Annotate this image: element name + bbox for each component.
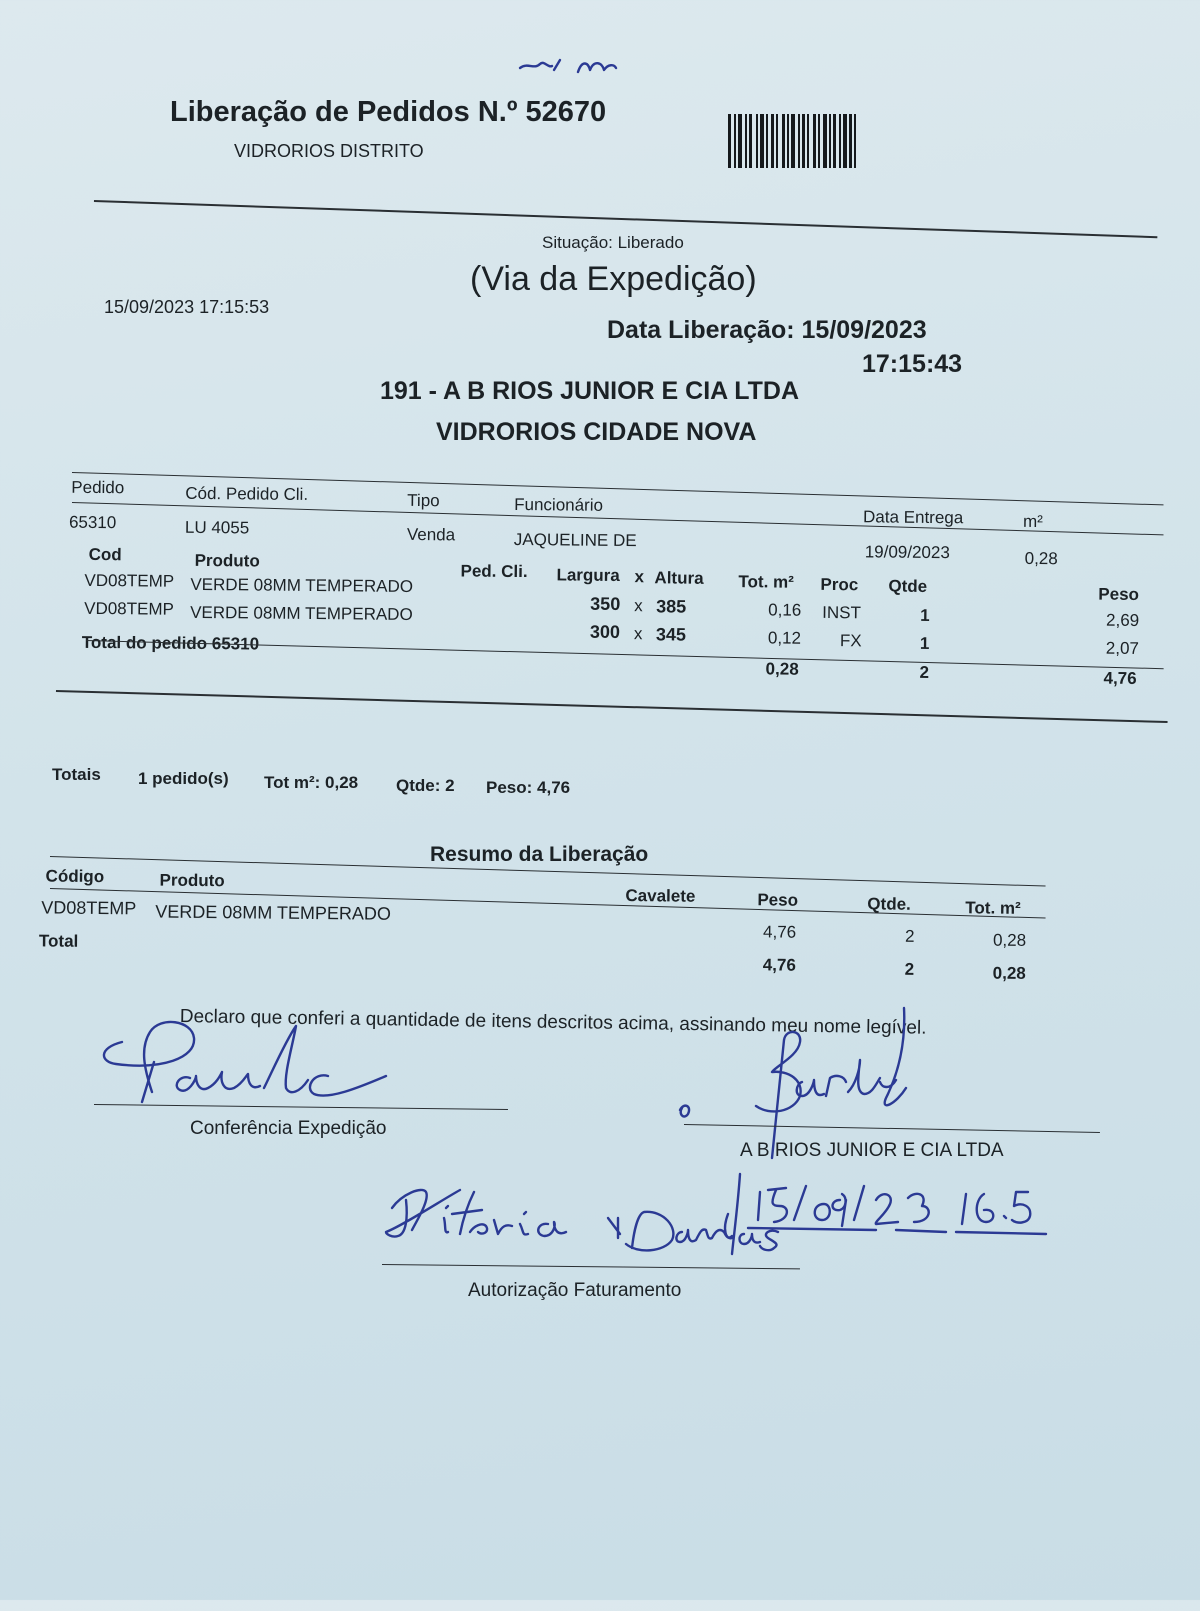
resumo-col-qtde: Qtde.: [867, 894, 911, 914]
totais-pedidos: 1 pedido(s): [138, 769, 229, 788]
conferencia-label: Conferência Expedição: [190, 1118, 387, 1139]
item-largura: 350: [590, 593, 621, 614]
totais-peso: Peso: 4,76: [486, 778, 571, 797]
col-funcionario: Funcionário: [514, 494, 604, 515]
resumo-total-qtde: 2: [904, 959, 915, 979]
resumo-total-peso: 4,76: [762, 955, 796, 975]
client-order-code: LU 4055: [184, 517, 250, 538]
resumo-col-produto: Produto: [159, 870, 225, 891]
col-data-entrega: Data Entrega: [862, 507, 964, 528]
col-m2: m²: [1022, 511, 1043, 532]
item-produto: VERDE 08MM TEMPERADO: [190, 574, 414, 596]
item-tot-m2: 0,12: [767, 628, 802, 648]
item-cod: VD08TEMP: [84, 570, 175, 591]
item-col-x: x: [634, 567, 645, 587]
item-altura: 385: [656, 596, 687, 617]
item-col-cod: Cod: [88, 544, 122, 565]
resumo-col-cavalete: Cavalete: [625, 886, 696, 906]
delivery-date: 19/09/2023: [864, 542, 950, 563]
item-col-ped-cli: Ped. Cli.: [460, 561, 528, 582]
order-m2: 0,28: [1024, 548, 1058, 569]
signature-conferencia: [96, 1018, 406, 1118]
item-x: x: [633, 624, 643, 644]
resumo-total-label: Total: [38, 931, 79, 951]
status-text: Situação: Liberado: [542, 233, 684, 252]
col-tipo: Tipo: [407, 490, 440, 511]
release-date: Data Liberação: 15/09/2023: [607, 316, 927, 344]
resumo-total-m2: 0,28: [992, 963, 1026, 983]
item-col-produto: Produto: [194, 550, 260, 571]
resumo-row-produto: VERDE 08MM TEMPERADO: [155, 901, 392, 924]
client-name: 191 - A B RIOS JUNIOR E CIA LTDA: [380, 377, 800, 405]
order-total-peso: 4,76: [1103, 668, 1137, 688]
order-total-label: Total do pedido 65310: [81, 632, 260, 654]
order-total-m2: 0,28: [765, 659, 799, 679]
item-peso: 2,07: [1105, 638, 1140, 658]
item-x: x: [634, 596, 643, 616]
item-col-largura: Largura: [556, 565, 620, 585]
autorizacao-label: Autorização Faturamento: [468, 1280, 682, 1301]
totais-qtde: Qtde: 2: [396, 776, 455, 795]
order-type: Venda: [406, 524, 456, 545]
company-label: A B RIOS JUNIOR E CIA LTDA: [740, 1140, 1004, 1161]
employee-name: JAQUELINE DE: [513, 529, 637, 551]
item-col-peso: Peso: [1098, 584, 1140, 604]
signature-company: [676, 1008, 936, 1158]
item-col-altura: Altura: [654, 568, 704, 588]
order-total-qtde: 2: [919, 662, 930, 682]
item-qtde: 1: [920, 605, 930, 625]
copy-type: (Via da Expedição): [470, 260, 757, 298]
resumo-col-tot-m2: Tot. m²: [965, 898, 1021, 918]
order-number: 65310: [68, 512, 117, 533]
item-col-qtde: Qtde: [888, 576, 928, 596]
item-proc: FX: [839, 631, 862, 651]
item-altura: 345: [655, 624, 687, 645]
resumo-title: Resumo da Liberação: [430, 843, 649, 866]
item-qtde: 1: [919, 633, 930, 653]
branch-name: VIDRORIOS DISTRITO: [234, 141, 424, 161]
col-pedido: Pedido: [71, 477, 125, 498]
client-store: VIDRORIOS CIDADE NOVA: [436, 418, 757, 446]
resumo-col-peso: Peso: [757, 890, 799, 910]
resumo-col-codigo: Código: [45, 866, 105, 887]
item-col-tot-m2: Tot. m²: [738, 572, 794, 592]
declaration-text: Declaro que conferi a quantidade de itens descritos acima, assinando meu nome legível.: [179, 1006, 927, 1039]
resumo-row-qtde: 2: [904, 926, 915, 946]
totais-label: Totais: [52, 765, 101, 784]
item-cod: VD08TEMP: [84, 598, 175, 619]
totais-m2: Tot m²: 0,28: [264, 773, 359, 792]
item-peso: 2,69: [1106, 610, 1140, 630]
resumo-row-codigo: VD08TEMP: [41, 897, 137, 919]
col-cod-pedido-cli: Cód. Pedido Cli.: [185, 483, 309, 504]
resumo-row-peso: 4,76: [762, 922, 797, 942]
print-datetime: 15/09/2023 17:15:53: [104, 297, 270, 317]
item-produto: VERDE 08MM TEMPERADO: [190, 602, 413, 624]
document-title: Liberação de Pedidos N.º 52670: [170, 96, 607, 128]
item-largura: 300: [589, 621, 621, 642]
release-time: 17:15:43: [862, 350, 963, 378]
resumo-row-tot-m2: 0,28: [992, 930, 1027, 950]
item-col-proc: Proc: [820, 574, 859, 595]
item-tot-m2: 0,16: [768, 600, 802, 620]
item-proc: INST: [822, 602, 861, 623]
